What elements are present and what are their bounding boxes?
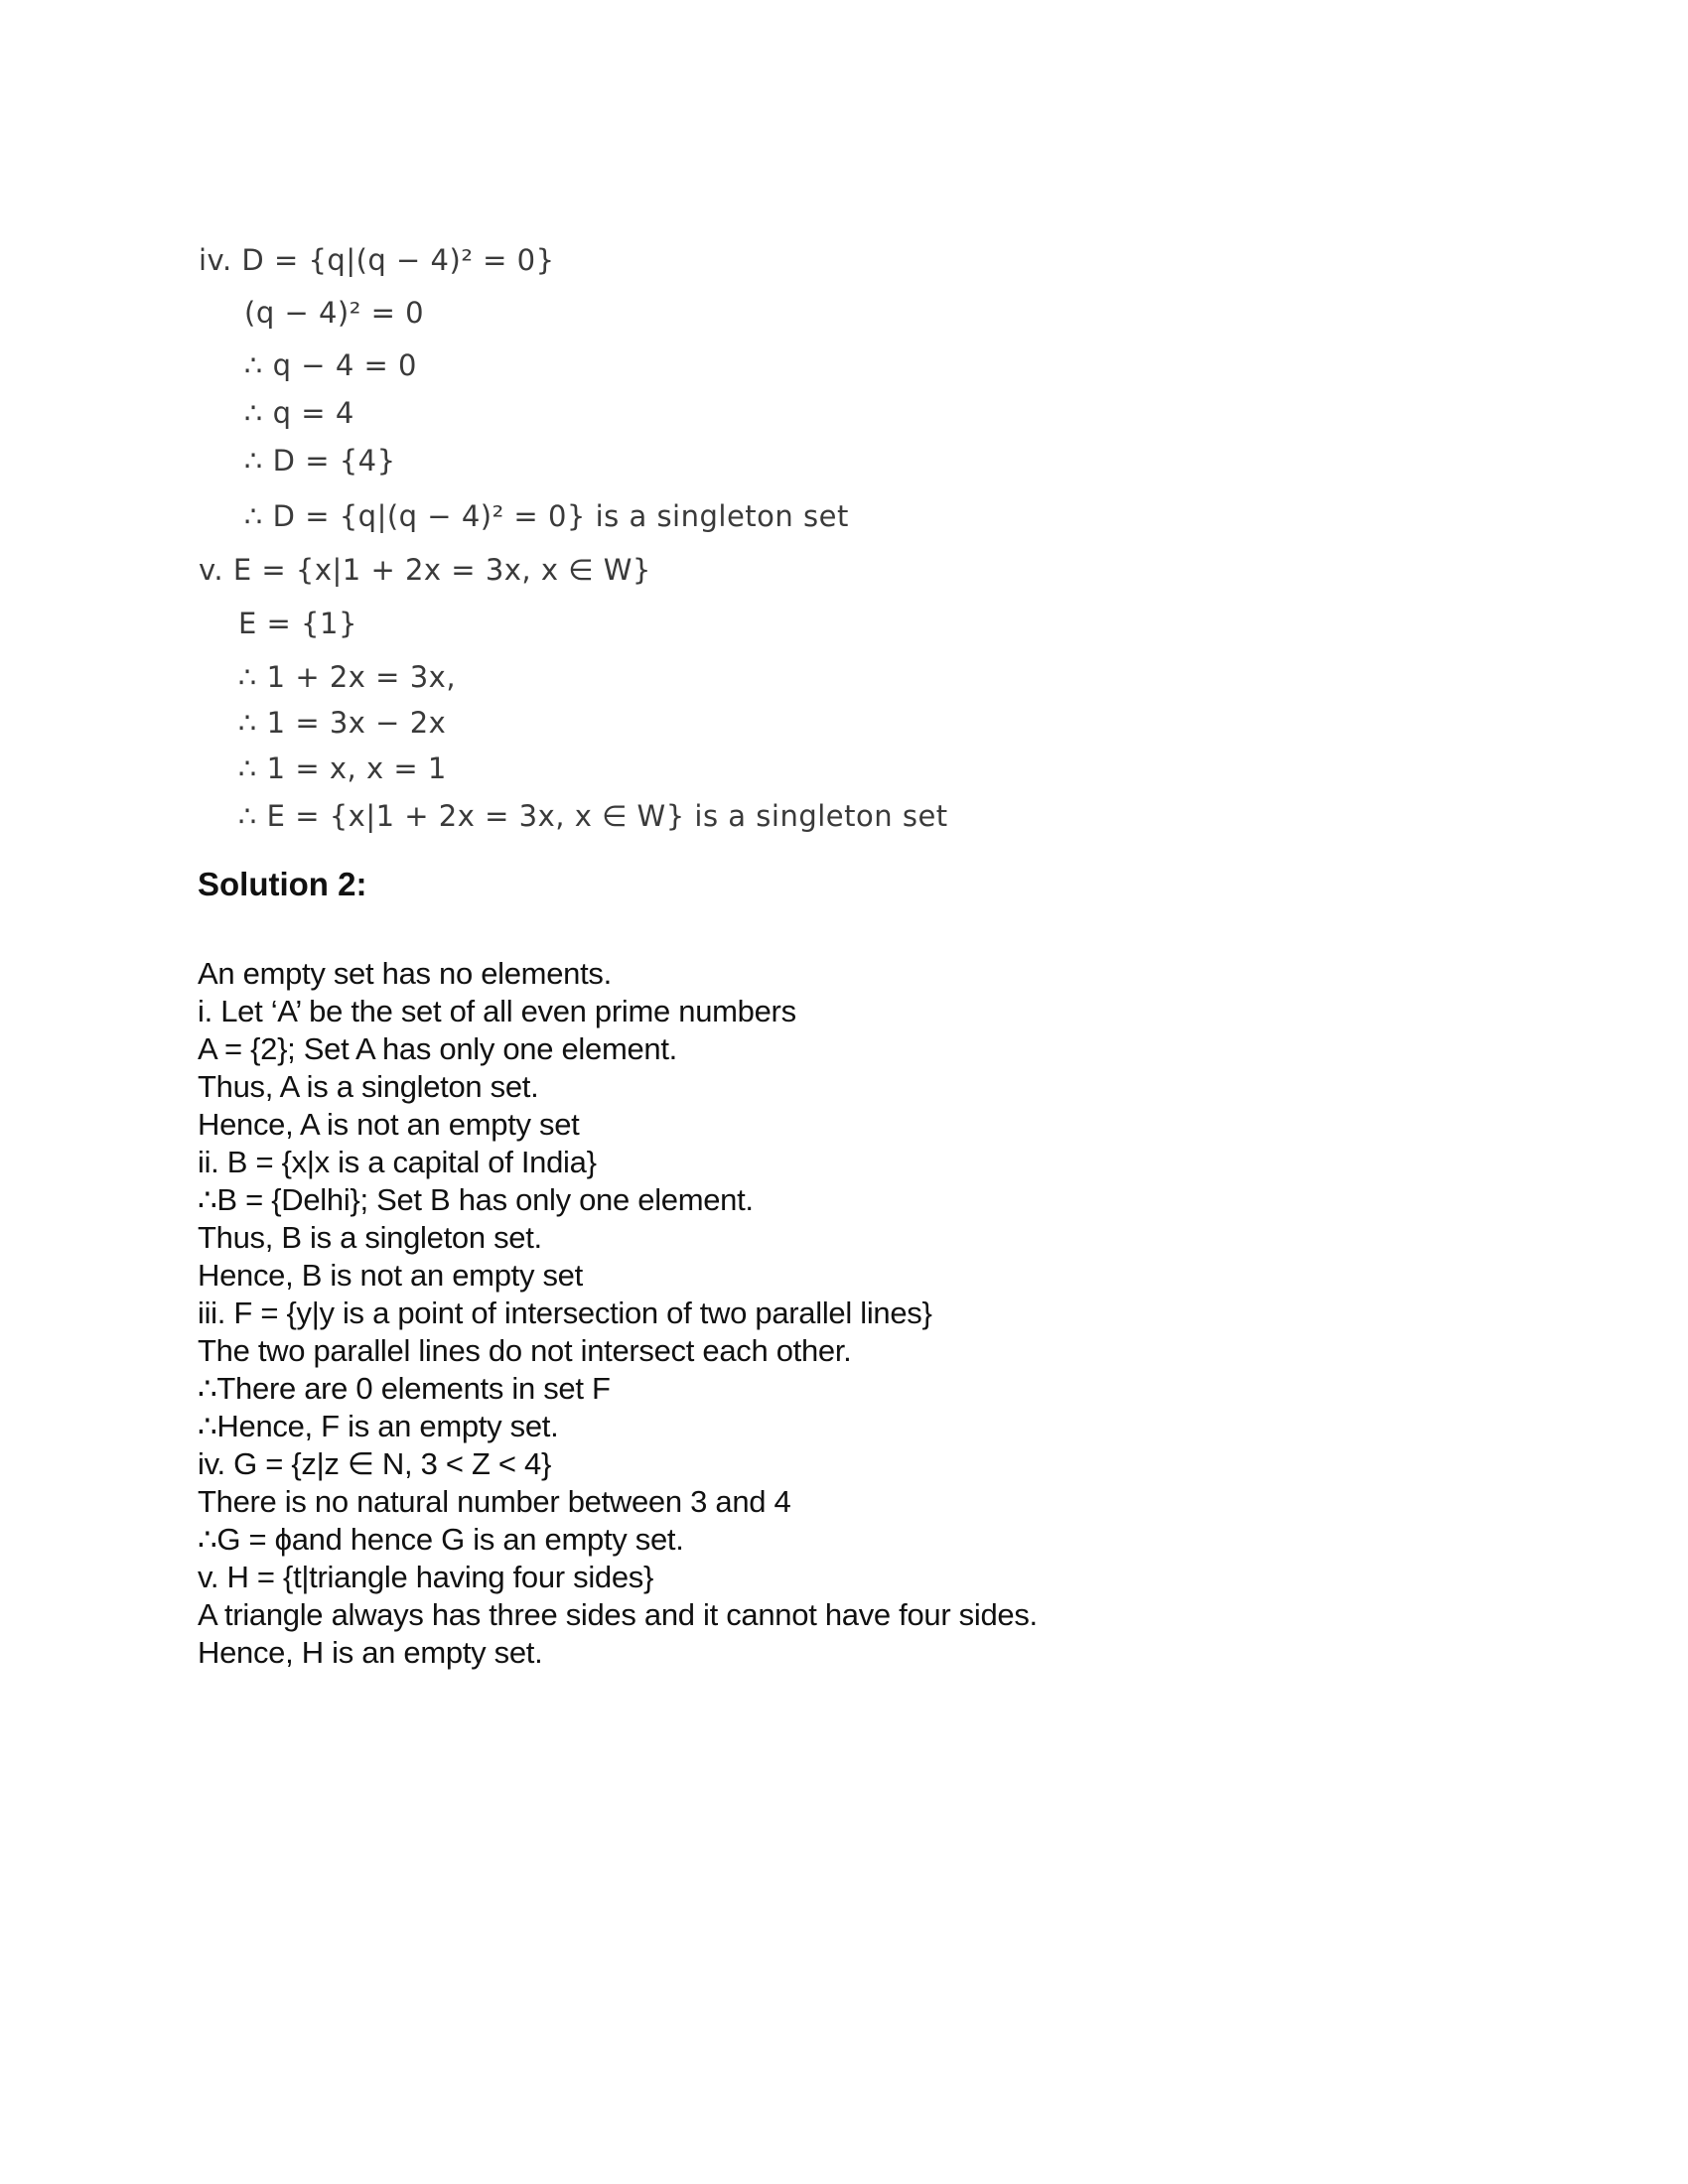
- math-line: v. E = {x|1 + 2x = 3x, x ∈ W}: [199, 553, 651, 587]
- text-line: An empty set has no elements.: [198, 956, 612, 991]
- math-line: ∴ 1 = x, x = 1: [238, 751, 447, 785]
- text-line: Hence, B is not an empty set: [198, 1258, 583, 1293]
- math-line: iv. D = {q|(q − 4)² = 0}: [199, 243, 555, 277]
- text-line: There is no natural number between 3 and 4: [198, 1484, 791, 1519]
- math-line: ∴ 1 + 2x = 3x,: [238, 660, 457, 694]
- math-line: ∴ q = 4: [244, 396, 354, 430]
- math-line: ∴ D = {q|(q − 4)² = 0} is a singleton set: [244, 499, 849, 533]
- text-line: ∴G = ϕand hence G is an empty set.: [198, 1522, 684, 1557]
- math-line: ∴ q − 4 = 0: [244, 348, 417, 382]
- text-line: Hence, A is not an empty set: [198, 1107, 580, 1142]
- text-line: Hence, H is an empty set.: [198, 1635, 543, 1670]
- text-line: iii. F = {y|y is a point of intersection of two parallel lines}: [198, 1296, 932, 1330]
- math-line: (q − 4)² = 0: [244, 296, 425, 330]
- math-line: E = {1}: [238, 607, 357, 640]
- text-line: i. Let ‘A’ be the set of all even prime numbers: [198, 994, 796, 1028]
- math-line: ∴ 1 = 3x − 2x: [238, 706, 447, 740]
- text-line: The two parallel lines do not intersect each other.: [198, 1333, 852, 1368]
- text-line: ii. B = {x|x is a capital of India}: [198, 1145, 597, 1179]
- text-line: Thus, B is a singleton set.: [198, 1220, 542, 1255]
- text-line: iv. G = {z|z ∈ N, 3 < Z < 4}: [198, 1446, 552, 1481]
- solution-body: [198, 955, 1038, 1672]
- math-line: ∴ E = {x|1 + 2x = 3x, x ∈ W} is a singleton set: [238, 799, 948, 833]
- text-line: A triangle always has three sides and it cannot have four sides.: [198, 1597, 1038, 1632]
- text-line: A = {2}; Set A has only one element.: [198, 1031, 677, 1066]
- text-line: ∴Hence, F is an empty set.: [198, 1409, 559, 1443]
- text-line: v. H = {t|triangle having four sides}: [198, 1560, 654, 1594]
- math-line: ∴ D = {4}: [244, 444, 396, 478]
- text-line: ∴B = {Delhi}; Set B has only one element.: [198, 1182, 754, 1217]
- text-line: Thus, A is a singleton set.: [198, 1069, 539, 1104]
- solution-heading: Solution 2:: [198, 866, 367, 902]
- text-line: ∴There are 0 elements in set F: [198, 1371, 611, 1406]
